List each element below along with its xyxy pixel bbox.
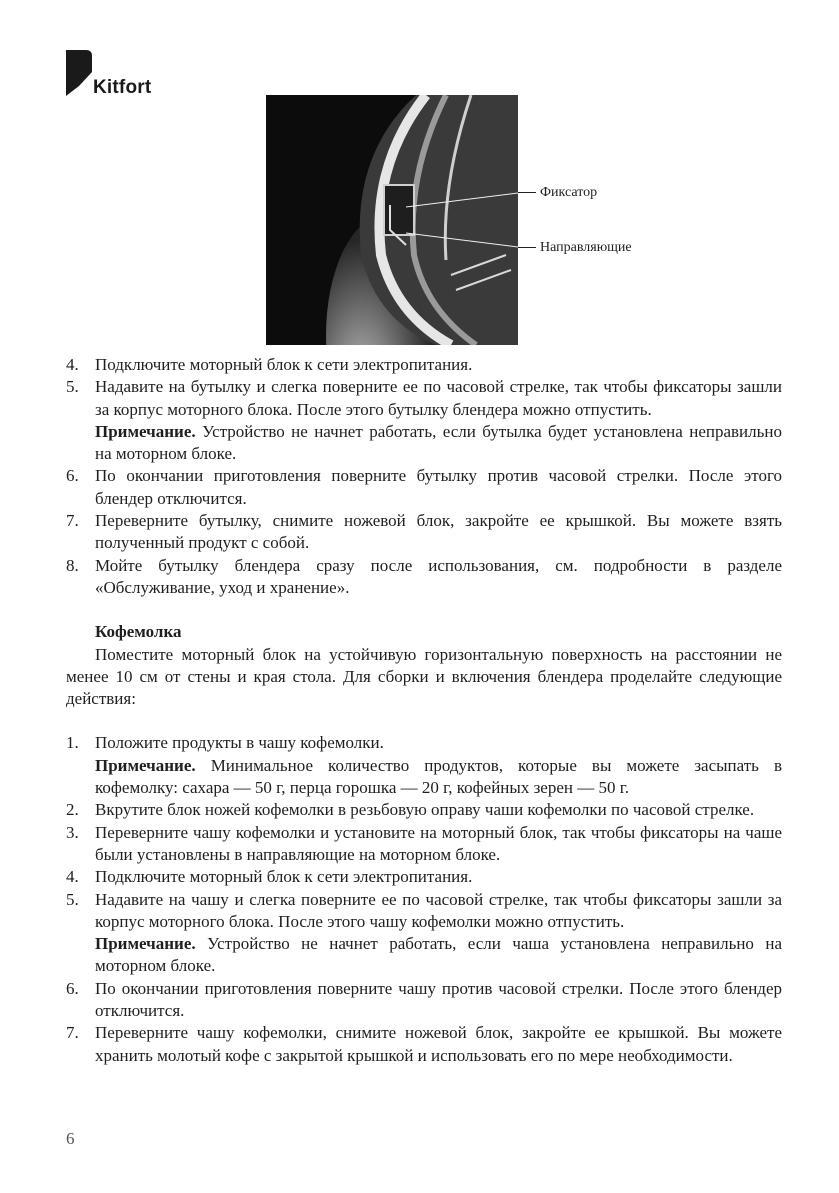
callout-latch-label: Фиксатор	[540, 185, 598, 200]
section-intro: Поместите моторный блок на устойчивую горизонтальную поверхность на расстоянии не менее 10 см от стены и края стола. Для сборки и включения блендера проделайте следующие действия:	[66, 644, 782, 709]
list-item-text: Положите продукты в чашу кофемолки.	[95, 733, 384, 753]
instructions-body	[66, 354, 782, 1067]
kitfort-logo-mark-icon	[66, 50, 92, 96]
list-item-number: 5.	[66, 377, 79, 397]
note-text: Устройство не начнет работать, если чаша установлена неправильно на моторном блоке.	[95, 934, 782, 976]
list-item	[66, 799, 782, 821]
list-item-number: 7.	[66, 1023, 79, 1043]
note	[66, 421, 782, 466]
list-item-number: 4.	[66, 867, 79, 887]
list-item-number: 6.	[66, 466, 79, 486]
list-item-text: Переверните чашу кофемолки и установите на моторный блок, так чтобы фиксаторы на чаше были установлены в направляющие на моторном блоке.	[95, 822, 782, 864]
list-item	[66, 510, 782, 555]
note-label: Примечание.	[95, 421, 196, 441]
list-item-text: Подключите моторный блок к сети электропитания.	[95, 867, 473, 887]
note-text: Устройство не начнет работать, если бутылка будет установлена неправильно на моторном блоке.	[95, 421, 782, 464]
list-item	[66, 732, 782, 754]
list-item-number: 6.	[66, 978, 79, 998]
list-item	[66, 889, 782, 934]
list-item	[66, 465, 782, 510]
note-label: Примечание.	[95, 934, 196, 954]
list-item	[66, 1022, 782, 1067]
note	[66, 933, 782, 978]
list-item-text: Мойте бутылку блендера сразу после использования, см. подробности в разделе «Обслуживание, уход и хранение».	[95, 555, 782, 597]
list-item-number: 8.	[66, 555, 79, 575]
list-item-text: Надавите на чашу и слегка поверните ее по часовой стрелке, так чтобы фиксаторы зашли за корпус моторного блока. После этого чашу кофемолки можно отпустить.	[95, 889, 782, 931]
note	[66, 755, 782, 800]
list-item-text: Надавите на бутылку и слегка поверните ее по часовой стрелке, так чтобы фиксаторы зашли за корпус моторного блока. После этого бутылку блендера можно отпустить.	[95, 377, 782, 419]
product-photo	[266, 95, 518, 345]
list-item	[66, 866, 782, 888]
page-number: 6	[66, 1129, 75, 1148]
list-item-number: 7.	[66, 511, 79, 531]
blender-latch-photo	[266, 95, 518, 345]
list-item	[66, 978, 782, 1023]
list-item-text: По окончании приготовления поверните чашу против часовой стрелки. После этого блендер отключится.	[95, 978, 782, 1021]
callout-guides	[518, 240, 632, 256]
list-item-text: Переверните бутылку, снимите ножевой блок, закройте ее крышкой. Вы можете взять полученный продукт с собой.	[95, 511, 782, 553]
list-item	[66, 555, 782, 600]
list-item	[66, 822, 782, 867]
list-item-number: 3.	[66, 822, 79, 842]
list-item-text: По окончании приготовления поверните бутылку против часовой стрелки. После этого блендер отключится.	[95, 466, 782, 508]
list-item	[66, 354, 782, 376]
list-item-number: 1.	[66, 733, 79, 753]
list-item-number: 4.	[66, 355, 79, 374]
note-text: Минимальное количество продуктов, которые вы можете засыпать в кофемолку: сахара — 50 г, перца горошка — 20 г, кофейных зерен — 50 г.	[95, 755, 782, 798]
list-item	[66, 376, 782, 421]
list-item-text: Подключите моторный блок к сети электропитания.	[95, 355, 473, 374]
list-item-text: Переверните чашу кофемолки, снимите ножевой блок, закройте ее крышкой. Вы можете хранить молотый кофе с закрытой крышкой и использовать его по мере необходимости.	[95, 1023, 782, 1065]
list-item-number: 5.	[66, 889, 79, 909]
list-item-text: Вкрутите блок ножей кофемолки в резьбовую оправу чаши кофемолки по часовой стрелке.	[95, 800, 755, 820]
callout-latch	[518, 185, 597, 201]
brand-logo	[66, 50, 176, 98]
list-item-number: 2.	[66, 800, 79, 820]
note-label: Примечание.	[95, 755, 196, 775]
callout-guides-label: Направляющие	[540, 240, 632, 255]
section-title: Кофемолка	[95, 622, 182, 642]
brand-name: Kitfort	[93, 77, 152, 98]
